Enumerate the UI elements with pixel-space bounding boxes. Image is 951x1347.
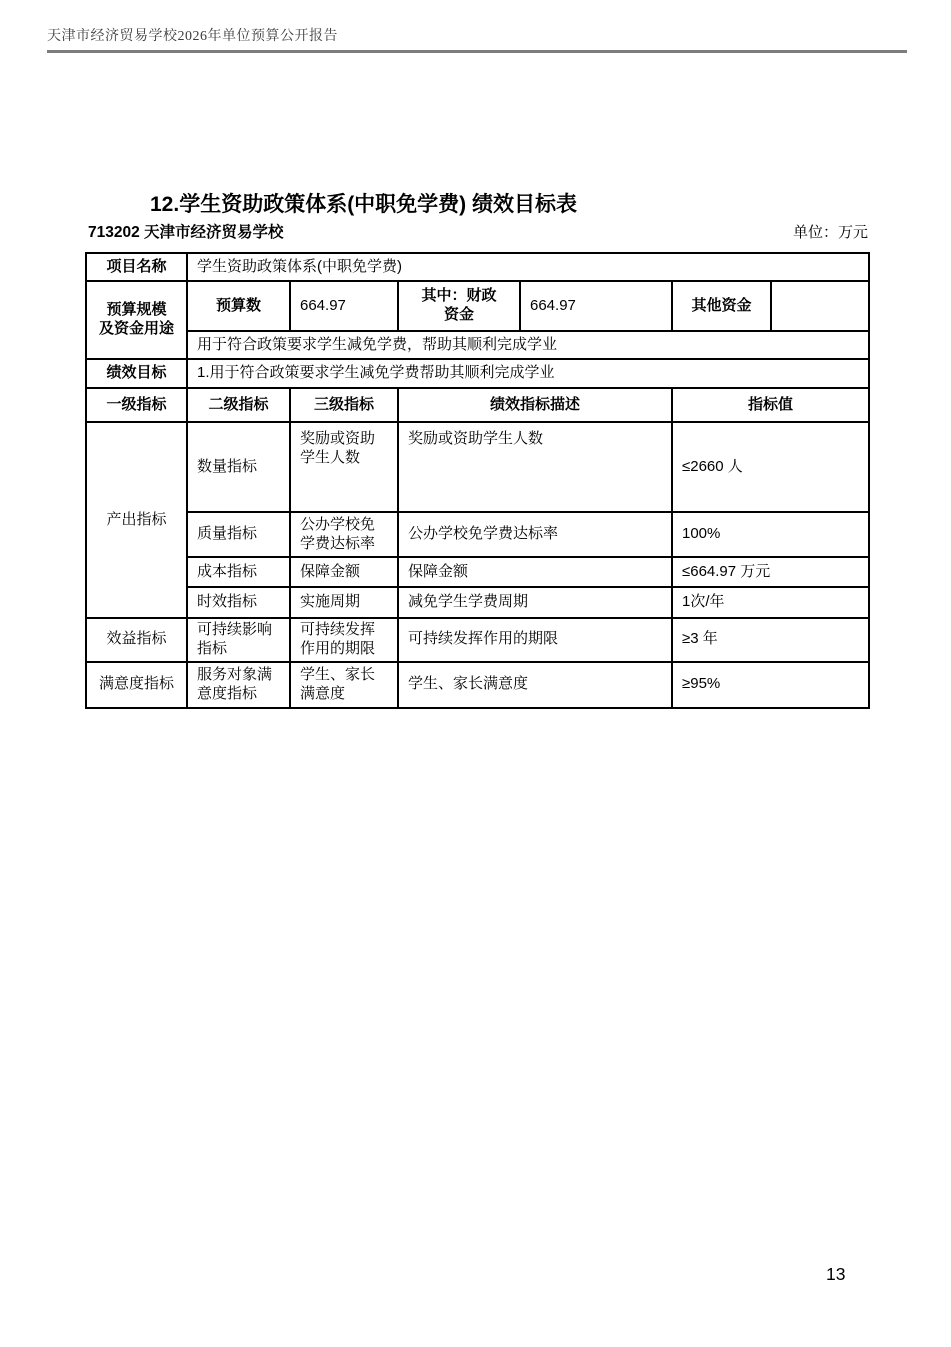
- level3-cell: 公办学校免学费达标率: [290, 512, 398, 557]
- table-row: [86, 331, 869, 359]
- indicator-value-cell: ≥95%: [672, 662, 869, 708]
- indicator-description-cell: 可持续发挥作用的期限: [398, 618, 672, 662]
- other-funds-value-cell: [771, 281, 869, 331]
- indicator-row: [86, 618, 869, 662]
- indicator-description-cell: 奖励或资助学生人数: [398, 422, 672, 512]
- document-header-text: 天津市经济贸易学校2026年单位预算公开报告: [47, 29, 338, 44]
- header-divider-rule: [47, 50, 907, 53]
- fiscal-funds-label-line2: 资金: [443, 306, 474, 323]
- org-code-name: 713202 天津市经济贸易学校: [88, 224, 284, 241]
- indicator-value-cell: ≤664.97 万元: [672, 557, 869, 587]
- level3-cell: 保障金额: [290, 557, 398, 587]
- indicator-description-cell: 保障金额: [398, 557, 672, 587]
- level2-cell: 服务对象满意度指标: [187, 662, 290, 708]
- header-level2-cell: 二级指标: [187, 388, 290, 422]
- budget-section-label-cell: [86, 281, 187, 359]
- level3-cell: 可持续发挥作用的期限: [290, 618, 398, 662]
- level3-cell: 学生、家长满意度: [290, 662, 398, 708]
- level2-cell: 可持续影响指标: [187, 618, 290, 662]
- indicator-row: [86, 557, 869, 587]
- indicator-description-cell: 减免学生学费周期: [398, 587, 672, 618]
- table-row: [86, 281, 869, 331]
- fiscal-funds-value-cell: 664.97: [520, 281, 672, 331]
- level3-cell: 奖励或资助学生人数: [290, 422, 398, 512]
- level2-cell: 时效指标: [187, 587, 290, 618]
- header-description-cell: 绩效指标描述: [398, 388, 672, 422]
- table-row: [86, 253, 869, 281]
- level2-cell: 数量指标: [187, 422, 290, 512]
- unit-label: 单位：万元: [792, 224, 868, 241]
- fiscal-funds-label-line1: 其中：财政: [421, 287, 497, 305]
- indicator-description-cell: 公办学校免学费达标率: [398, 512, 672, 557]
- table-row: [86, 359, 869, 388]
- level1-benefit-cell: 效益指标: [86, 618, 187, 662]
- level2-cell: 质量指标: [187, 512, 290, 557]
- usage-text-cell: 用于符合政策要求学生减免学费，帮助其顺利完成学业: [187, 331, 869, 359]
- header-level3-cell: 三级指标: [290, 388, 398, 422]
- page-number: 13: [826, 1264, 846, 1284]
- budget-section-label-line1: 预算规模: [106, 301, 167, 319]
- indicator-row: [86, 512, 869, 557]
- budget-number-value-cell: 664.97: [290, 281, 398, 331]
- goal-label-cell: 绩效目标: [86, 359, 187, 388]
- level1-satisfaction-cell: 满意度指标: [86, 662, 187, 708]
- indicator-value-cell: ≥3 年: [672, 618, 869, 662]
- budget-number-label-cell: 预算数: [187, 281, 290, 331]
- level3-cell: 实施周期: [290, 587, 398, 618]
- budget-section-label-line2: 及资金用途: [98, 320, 174, 337]
- goal-text-cell: 1.用于符合政策要求学生减免学费帮助其顺利完成学业: [187, 359, 869, 388]
- header-value-cell: 指标值: [672, 388, 869, 422]
- indicator-description-cell: 学生、家长满意度: [398, 662, 672, 708]
- indicator-value-cell: ≤2660 人: [672, 422, 869, 512]
- indicator-row: [86, 422, 869, 512]
- indicator-value-cell: 100%: [672, 512, 869, 557]
- project-name-label-cell: 项目名称: [86, 253, 187, 281]
- page-title: 12.学生资助政策体系(中职免学费) 绩效目标表: [150, 193, 578, 216]
- header-level1-cell: 一级指标: [86, 388, 187, 422]
- indicator-row: [86, 662, 869, 708]
- indicator-value-cell: 1次/年: [672, 587, 869, 618]
- table-meta-row: [88, 220, 868, 242]
- fiscal-funds-label-cell: [398, 281, 520, 331]
- level2-cell: 成本指标: [187, 557, 290, 587]
- other-funds-label-cell: 其他资金: [672, 281, 771, 331]
- indicator-row: [86, 587, 869, 618]
- performance-target-table: [85, 252, 870, 709]
- level1-output-cell: 产出指标: [86, 422, 187, 618]
- table-header-row: [86, 388, 869, 422]
- project-name-value-cell: 学生资助政策体系(中职免学费): [187, 253, 869, 281]
